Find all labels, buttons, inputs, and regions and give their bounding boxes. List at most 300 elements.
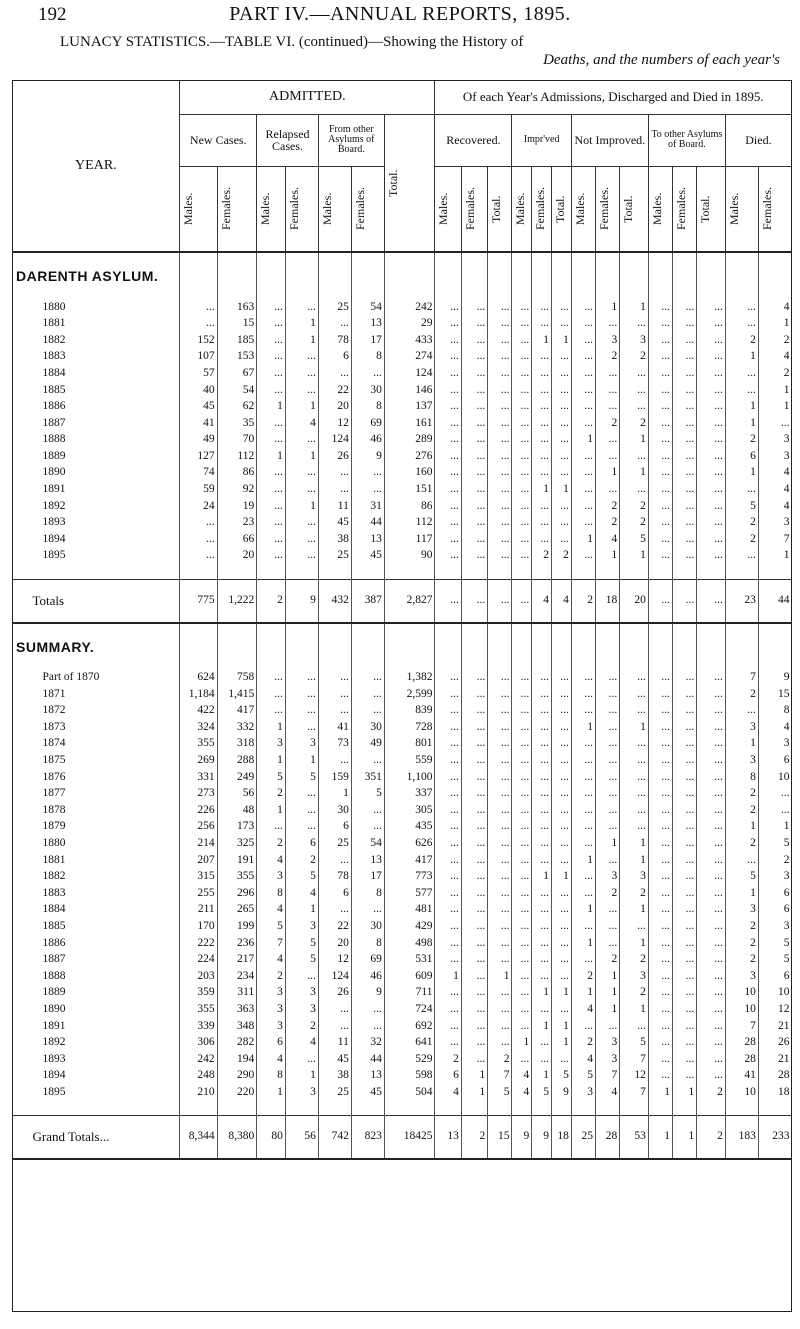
value-cell: ... bbox=[620, 670, 649, 687]
value-cell: 194 bbox=[217, 1051, 257, 1068]
year-cell: 1885 bbox=[42, 383, 66, 396]
value-cell: 1 bbox=[725, 415, 758, 432]
total-value-cell: 25 bbox=[571, 1115, 595, 1159]
value-cell: ... bbox=[488, 316, 512, 333]
total-value-cell: 183 bbox=[725, 1115, 758, 1159]
value-cell: 62 bbox=[217, 399, 257, 416]
value-cell: 7 bbox=[257, 935, 286, 952]
empty-cell bbox=[318, 252, 351, 299]
value-cell: ... bbox=[697, 448, 726, 465]
value-cell: 1 bbox=[620, 719, 649, 736]
value-cell: 28 bbox=[725, 1051, 758, 1068]
value-cell: 21 bbox=[758, 1051, 791, 1068]
value-cell: 48 bbox=[217, 802, 257, 819]
value-cell: ... bbox=[648, 349, 672, 366]
value-cell: 2 bbox=[725, 686, 758, 703]
value-cell: ... bbox=[571, 769, 595, 786]
value-cell: 1 bbox=[620, 1001, 649, 1018]
value-cell: ... bbox=[435, 1001, 461, 1018]
value-cell: 6 bbox=[758, 752, 791, 769]
value-cell: ... bbox=[571, 670, 595, 687]
value-cell: ... bbox=[488, 802, 512, 819]
empty-cell bbox=[648, 252, 672, 299]
value-cell: 1 bbox=[596, 1001, 620, 1018]
value-cell: 282 bbox=[217, 1035, 257, 1052]
value-cell: 160 bbox=[384, 465, 435, 482]
value-cell: 728 bbox=[384, 719, 435, 736]
table-row bbox=[13, 548, 792, 565]
value-cell: 2 bbox=[596, 349, 620, 366]
year-cell: 1877 bbox=[42, 787, 66, 800]
sub-header-males: Males. bbox=[725, 166, 758, 252]
value-cell: ... bbox=[435, 670, 461, 687]
value-cell: ... bbox=[512, 736, 532, 753]
value-cell: ... bbox=[532, 885, 552, 902]
value-cell: ... bbox=[673, 869, 697, 886]
value-cell: ... bbox=[552, 968, 572, 985]
value-cell: ... bbox=[461, 465, 487, 482]
value-cell: ... bbox=[673, 902, 697, 919]
value-cell: 1 bbox=[257, 399, 286, 416]
value-cell: 1 bbox=[758, 548, 791, 565]
value-cell: ... bbox=[673, 1001, 697, 1018]
value-cell: ... bbox=[552, 769, 572, 786]
value-cell: ... bbox=[318, 1001, 351, 1018]
value-cell: 3 bbox=[571, 1084, 595, 1101]
value-cell: 269 bbox=[180, 752, 217, 769]
value-cell: 6 bbox=[758, 902, 791, 919]
value-cell: ... bbox=[552, 752, 572, 769]
value-cell: ... bbox=[488, 515, 512, 532]
value-cell: 1 bbox=[620, 548, 649, 565]
value-cell: ... bbox=[257, 349, 286, 366]
value-cell: ... bbox=[648, 1051, 672, 1068]
year-cell: 1884 bbox=[42, 366, 66, 379]
value-cell: ... bbox=[435, 349, 461, 366]
value-cell: ... bbox=[532, 703, 552, 720]
value-cell: ... bbox=[461, 299, 487, 316]
empty-cell bbox=[435, 252, 461, 299]
value-cell: ... bbox=[180, 515, 217, 532]
value-cell: ... bbox=[571, 686, 595, 703]
value-cell: ... bbox=[552, 498, 572, 515]
value-cell: ... bbox=[620, 382, 649, 399]
value-cell: 4 bbox=[257, 1051, 286, 1068]
table-row bbox=[13, 852, 792, 869]
value-cell: ... bbox=[532, 515, 552, 532]
value-cell: 4 bbox=[571, 1001, 595, 1018]
value-cell: ... bbox=[571, 736, 595, 753]
value-cell: 5 bbox=[351, 786, 384, 803]
value-cell: 3 bbox=[758, 736, 791, 753]
value-cell: 4 bbox=[285, 885, 318, 902]
value-cell: ... bbox=[620, 1018, 649, 1035]
value-cell: 4 bbox=[512, 1068, 532, 1085]
value-cell: 26 bbox=[758, 1035, 791, 1052]
value-cell: 2 bbox=[285, 852, 318, 869]
value-cell: ... bbox=[435, 382, 461, 399]
value-cell: 32 bbox=[351, 1035, 384, 1052]
value-cell: ... bbox=[180, 316, 217, 333]
value-cell: 24 bbox=[180, 498, 217, 515]
value-cell: ... bbox=[571, 752, 595, 769]
value-cell: 1,100 bbox=[384, 769, 435, 786]
value-cell: ... bbox=[648, 382, 672, 399]
value-cell: ... bbox=[488, 432, 512, 449]
value-cell: ... bbox=[673, 985, 697, 1002]
value-cell: ... bbox=[532, 1001, 552, 1018]
value-cell: ... bbox=[648, 802, 672, 819]
value-cell: ... bbox=[257, 819, 286, 836]
value-cell: ... bbox=[435, 448, 461, 465]
value-cell: 217 bbox=[217, 952, 257, 969]
value-cell: ... bbox=[435, 399, 461, 416]
total-value-cell: 18 bbox=[596, 579, 620, 623]
table-row bbox=[13, 918, 792, 935]
value-cell: ... bbox=[596, 482, 620, 499]
value-cell: ... bbox=[571, 332, 595, 349]
value-cell: ... bbox=[648, 432, 672, 449]
value-cell: ... bbox=[435, 902, 461, 919]
year-cell: 1890 bbox=[42, 466, 66, 479]
total-value-cell: 9 bbox=[512, 1115, 532, 1159]
year-cell: 1894 bbox=[42, 532, 66, 545]
empty-cell bbox=[384, 623, 435, 670]
new-cases-header: New Cases. bbox=[180, 114, 257, 166]
value-cell: ... bbox=[461, 415, 487, 432]
value-cell: ... bbox=[435, 736, 461, 753]
value-cell: ... bbox=[697, 918, 726, 935]
table-row bbox=[13, 835, 792, 852]
value-cell: 26 bbox=[318, 985, 351, 1002]
value-cell: 7 bbox=[488, 1068, 512, 1085]
value-cell: ... bbox=[648, 885, 672, 902]
value-cell: ... bbox=[596, 852, 620, 869]
value-cell: 348 bbox=[217, 1018, 257, 1035]
value-cell: ... bbox=[673, 1035, 697, 1052]
year-cell: 1891 bbox=[42, 1019, 66, 1032]
totals-label: Grand Totals... bbox=[13, 1115, 180, 1159]
value-cell: 4 bbox=[596, 1084, 620, 1101]
sub-header-males: Males. bbox=[180, 166, 217, 252]
value-cell: 12 bbox=[318, 415, 351, 432]
value-cell: 1 bbox=[257, 802, 286, 819]
value-cell: ... bbox=[673, 918, 697, 935]
value-cell: 170 bbox=[180, 918, 217, 935]
value-cell: ... bbox=[620, 316, 649, 333]
not-improved-header: Not Improved. bbox=[571, 114, 648, 166]
value-cell: 5 bbox=[620, 1035, 649, 1052]
value-cell: ... bbox=[461, 918, 487, 935]
value-cell: 2 bbox=[285, 1018, 318, 1035]
value-cell: 112 bbox=[384, 515, 435, 532]
value-cell: ... bbox=[571, 316, 595, 333]
value-cell: 4 bbox=[257, 902, 286, 919]
value-cell: ... bbox=[285, 349, 318, 366]
value-cell: ... bbox=[351, 802, 384, 819]
total-value-cell: 13 bbox=[435, 1115, 461, 1159]
value-cell: 2 bbox=[725, 332, 758, 349]
value-cell: 1 bbox=[532, 985, 552, 1002]
year-cell: 1892 bbox=[42, 1036, 66, 1049]
value-cell: 2 bbox=[725, 531, 758, 548]
value-cell: ... bbox=[673, 719, 697, 736]
value-cell: 49 bbox=[351, 736, 384, 753]
value-cell: ... bbox=[461, 448, 487, 465]
value-cell: 1 bbox=[532, 332, 552, 349]
empty-cell bbox=[697, 623, 726, 670]
value-cell: ... bbox=[725, 382, 758, 399]
value-cell: ... bbox=[697, 852, 726, 869]
value-cell: ... bbox=[697, 786, 726, 803]
value-cell: 9 bbox=[351, 985, 384, 1002]
value-cell: 8 bbox=[758, 703, 791, 720]
value-cell: 3 bbox=[285, 736, 318, 753]
value-cell: ... bbox=[461, 316, 487, 333]
table-row bbox=[13, 349, 792, 366]
value-cell: 70 bbox=[217, 432, 257, 449]
value-cell: 1 bbox=[285, 448, 318, 465]
value-cell: 559 bbox=[384, 752, 435, 769]
value-cell: 290 bbox=[217, 1068, 257, 1085]
value-cell: ... bbox=[257, 498, 286, 515]
value-cell: ... bbox=[620, 448, 649, 465]
value-cell: 3 bbox=[257, 736, 286, 753]
value-cell: ... bbox=[488, 670, 512, 687]
value-cell: ... bbox=[648, 1035, 672, 1052]
value-cell: 1 bbox=[571, 432, 595, 449]
value-cell: 117 bbox=[384, 531, 435, 548]
empty-cell bbox=[673, 252, 697, 299]
value-cell: 163 bbox=[217, 299, 257, 316]
value-cell: ... bbox=[596, 703, 620, 720]
total-value-cell: 28 bbox=[596, 1115, 620, 1159]
empty-cell bbox=[217, 252, 257, 299]
value-cell: ... bbox=[648, 299, 672, 316]
sub-header-total: Total. bbox=[552, 166, 572, 252]
value-cell: ... bbox=[673, 736, 697, 753]
year-cell: 1882 bbox=[42, 333, 66, 346]
table-row bbox=[13, 968, 792, 985]
total-value-cell: 2 bbox=[461, 1115, 487, 1159]
admitted-header: ADMITTED. bbox=[180, 80, 435, 114]
value-cell: 5 bbox=[257, 918, 286, 935]
value-cell: ... bbox=[697, 819, 726, 836]
value-cell: ... bbox=[461, 819, 487, 836]
value-cell: 54 bbox=[351, 835, 384, 852]
value-cell: ... bbox=[532, 349, 552, 366]
value-cell: 17 bbox=[351, 332, 384, 349]
value-cell: ... bbox=[488, 349, 512, 366]
value-cell: ... bbox=[673, 399, 697, 416]
empty-cell bbox=[461, 252, 487, 299]
empty-cell bbox=[384, 252, 435, 299]
value-cell: 67 bbox=[217, 365, 257, 382]
value-cell: 124 bbox=[318, 432, 351, 449]
value-cell: 35 bbox=[217, 415, 257, 432]
value-cell: 1 bbox=[758, 399, 791, 416]
value-cell: 417 bbox=[384, 852, 435, 869]
value-cell: ... bbox=[512, 902, 532, 919]
value-cell: ... bbox=[697, 869, 726, 886]
value-cell: ... bbox=[673, 316, 697, 333]
value-cell: ... bbox=[488, 819, 512, 836]
value-cell: 185 bbox=[217, 332, 257, 349]
value-cell: 2 bbox=[697, 1084, 726, 1101]
each-year-header: Of each Year's Admissions, Discharged and Died in 1895. bbox=[435, 80, 792, 114]
value-cell: ... bbox=[532, 498, 552, 515]
value-cell: ... bbox=[351, 819, 384, 836]
table-row bbox=[13, 686, 792, 703]
value-cell: ... bbox=[512, 365, 532, 382]
value-cell: ... bbox=[673, 835, 697, 852]
value-cell: ... bbox=[488, 448, 512, 465]
value-cell: ... bbox=[532, 752, 552, 769]
table-row bbox=[13, 719, 792, 736]
value-cell: ... bbox=[461, 1018, 487, 1035]
value-cell: ... bbox=[596, 918, 620, 935]
value-cell: ... bbox=[435, 752, 461, 769]
value-cell: ... bbox=[571, 349, 595, 366]
value-cell: 3 bbox=[596, 332, 620, 349]
value-cell: ... bbox=[758, 786, 791, 803]
value-cell: 1 bbox=[552, 1035, 572, 1052]
running-title: PART IV.—ANNUAL REPORTS, 1895. bbox=[229, 3, 571, 25]
value-cell: ... bbox=[571, 382, 595, 399]
value-cell: 325 bbox=[217, 835, 257, 852]
value-cell: ... bbox=[488, 952, 512, 969]
value-cell: 69 bbox=[351, 415, 384, 432]
value-cell: ... bbox=[697, 769, 726, 786]
value-cell: ... bbox=[488, 332, 512, 349]
value-cell: ... bbox=[512, 448, 532, 465]
sub-header-females: Females. bbox=[532, 166, 552, 252]
value-cell: 41 bbox=[318, 719, 351, 736]
value-cell: 74 bbox=[180, 465, 217, 482]
value-cell: 41 bbox=[725, 1068, 758, 1085]
value-cell: ... bbox=[532, 902, 552, 919]
value-cell: 1 bbox=[552, 332, 572, 349]
total-value-cell: 44 bbox=[758, 579, 791, 623]
value-cell: 30 bbox=[318, 802, 351, 819]
value-cell: ... bbox=[571, 703, 595, 720]
total-value-cell: 2,827 bbox=[384, 579, 435, 623]
value-cell: ... bbox=[571, 448, 595, 465]
value-cell: 1 bbox=[725, 349, 758, 366]
value-cell: ... bbox=[435, 786, 461, 803]
year-cell: 1881 bbox=[42, 853, 66, 866]
value-cell: ... bbox=[461, 365, 487, 382]
sub-header-total: Total. bbox=[620, 166, 649, 252]
empty-cell bbox=[725, 252, 758, 299]
value-cell: ... bbox=[552, 432, 572, 449]
value-cell: 8 bbox=[351, 885, 384, 902]
value-cell: ... bbox=[620, 786, 649, 803]
value-cell: 5 bbox=[758, 835, 791, 852]
year-cell: 1888 bbox=[42, 433, 66, 446]
value-cell: ... bbox=[673, 885, 697, 902]
value-cell: 2 bbox=[725, 918, 758, 935]
value-cell: ... bbox=[596, 316, 620, 333]
value-cell: 146 bbox=[384, 382, 435, 399]
value-cell: 86 bbox=[384, 498, 435, 515]
total-value-cell: ... bbox=[435, 579, 461, 623]
value-cell: ... bbox=[648, 719, 672, 736]
value-cell: ... bbox=[596, 448, 620, 465]
value-cell: 3 bbox=[758, 869, 791, 886]
value-cell: ... bbox=[285, 548, 318, 565]
value-cell: 112 bbox=[217, 448, 257, 465]
year-cell: 1875 bbox=[42, 754, 66, 767]
value-cell: 38 bbox=[318, 531, 351, 548]
value-cell: 4 bbox=[257, 952, 286, 969]
value-cell: 1 bbox=[620, 902, 649, 919]
value-cell: ... bbox=[512, 465, 532, 482]
value-cell: ... bbox=[673, 415, 697, 432]
recovered-header: Recovered. bbox=[435, 114, 512, 166]
value-cell: 624 bbox=[180, 670, 217, 687]
value-cell: ... bbox=[461, 752, 487, 769]
section-name: SUMMARY. bbox=[13, 623, 180, 670]
value-cell: 498 bbox=[384, 935, 435, 952]
year-cell: 1876 bbox=[42, 770, 66, 783]
value-cell: 1 bbox=[620, 465, 649, 482]
value-cell: 255 bbox=[180, 885, 217, 902]
value-cell: ... bbox=[435, 769, 461, 786]
empty-cell bbox=[552, 623, 572, 670]
value-cell: ... bbox=[435, 316, 461, 333]
value-cell: ... bbox=[351, 686, 384, 703]
value-cell: 1 bbox=[285, 399, 318, 416]
value-cell: 2 bbox=[725, 432, 758, 449]
value-cell: ... bbox=[697, 686, 726, 703]
value-cell: ... bbox=[435, 531, 461, 548]
value-cell: 23 bbox=[217, 515, 257, 532]
value-cell: 18 bbox=[758, 1084, 791, 1101]
value-cell: ... bbox=[697, 985, 726, 1002]
value-cell: ... bbox=[697, 902, 726, 919]
value-cell: ... bbox=[758, 802, 791, 819]
value-cell: 359 bbox=[180, 985, 217, 1002]
empty-cell bbox=[512, 252, 532, 299]
value-cell: ... bbox=[532, 365, 552, 382]
value-cell: ... bbox=[488, 465, 512, 482]
value-cell: 6 bbox=[318, 885, 351, 902]
value-cell: ... bbox=[552, 918, 572, 935]
value-cell: ... bbox=[257, 415, 286, 432]
value-cell: 265 bbox=[217, 902, 257, 919]
value-cell: 3 bbox=[620, 332, 649, 349]
value-cell: ... bbox=[318, 703, 351, 720]
value-cell: ... bbox=[488, 719, 512, 736]
value-cell: 5 bbox=[532, 1084, 552, 1101]
value-cell: ... bbox=[257, 316, 286, 333]
value-cell: ... bbox=[318, 670, 351, 687]
value-cell: ... bbox=[257, 365, 286, 382]
value-cell: ... bbox=[648, 316, 672, 333]
empty-cell bbox=[435, 623, 461, 670]
value-cell: ... bbox=[697, 1018, 726, 1035]
value-cell: ... bbox=[697, 432, 726, 449]
value-cell: ... bbox=[512, 752, 532, 769]
value-cell: 2 bbox=[758, 852, 791, 869]
value-cell: 78 bbox=[318, 869, 351, 886]
value-cell: 10 bbox=[725, 1084, 758, 1101]
value-cell: ... bbox=[552, 786, 572, 803]
value-cell: ... bbox=[461, 1001, 487, 1018]
value-cell: 3 bbox=[596, 869, 620, 886]
value-cell: ... bbox=[571, 869, 595, 886]
